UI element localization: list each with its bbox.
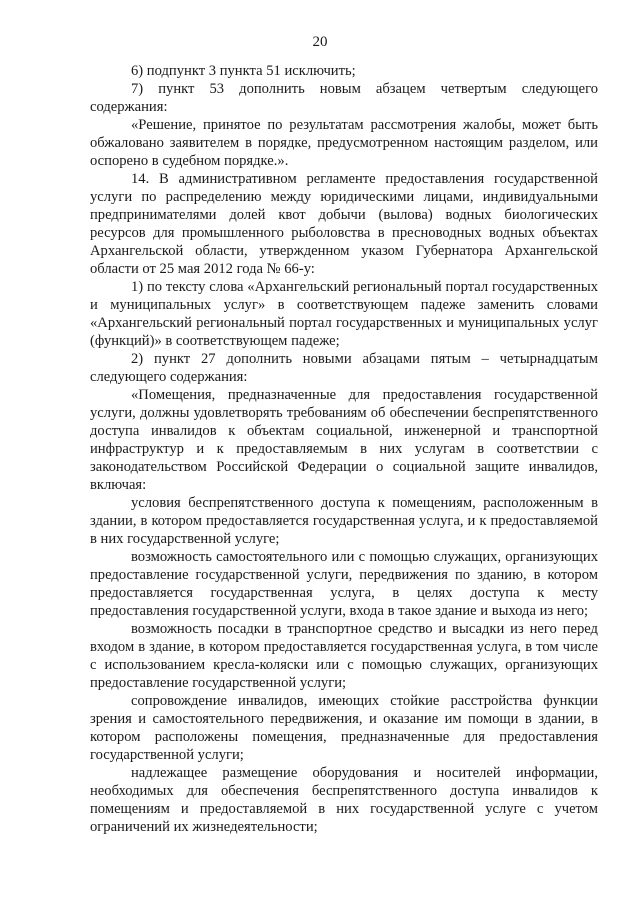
paragraph-subitem-2: 2) пункт 27 дополнить новыми абзацами пятым – четырнадцатым следующего содержания: bbox=[90, 351, 598, 385]
paragraph-item-7: 7) пункт 53 дополнить новым абзацем четвертым следующего содержания: bbox=[90, 81, 598, 115]
document-body bbox=[90, 62, 598, 836]
paragraph-quote-complaint-decision: «Решение, принятое по результатам рассмотрения жалобы, может быть обжаловано заявителем в порядке, предусмотренном настоящим разделом, или оспорено в судебном порядке.». bbox=[90, 117, 598, 169]
paragraph-subitem-1: 1) по тексту слова «Архангельский региональный портал государственных и муниципальных услуг» в соответствующем падеже заменить словами «Архангельский региональный портал государственных и муниципальных услуг (функций)» в соответствующем падеже; bbox=[90, 279, 598, 349]
paragraph-item-6: 6) подпункт 3 пункта 51 исключить; bbox=[131, 63, 356, 79]
paragraph-condition-transport: возможность посадки в транспортное средство и высадки из него перед входом в здание, в котором предоставляется государственная услуга, в том числе с использованием кресла-коляски или с помощью служащих, организующих предоставление государственной услуги; bbox=[90, 621, 598, 691]
paragraph-condition-escort: сопровождение инвалидов, имеющих стойкие расстройства функции зрения и самостоятельного передвижения, и оказание им помощи в здании, в котором расположены помещения, предназначенные для предоставления государственной услуги; bbox=[90, 693, 598, 763]
paragraph-quote-premises: «Помещения, предназначенные для предоставления государственной услуги, должны удовлетворять требованиям об обеспечении беспрепятственного доступа инвалидов к объектам социальной, инженерной и транспортной инфраструктур и к предоставляемым в них услугам в соответствии с законодательством Российской Федерации о социальной защите инвалидов, включая: bbox=[90, 387, 598, 493]
paragraph-condition-access: условия беспрепятственного доступа к помещениям, расположенным в здании, в котором предоставляется государственная услуга, и к предоставляемой в них государственной услуге; bbox=[90, 495, 598, 547]
paragraph-section-14: 14. В административном регламенте предоставления государственной услуги по распределению между юридическими лицами, индивидуальными предпринимателями долей квот добычи (вылова) водных биологических ресурсов для промышленного рыболовства в пресноводных водных объектах Архангельской области, утвержденном указом Губернатора Архангельской области от 25 мая 2012 года № 66-у: bbox=[90, 171, 598, 277]
paragraph-condition-equipment: надлежащее размещение оборудования и носителей информации, необходимых для обеспечения беспрепятственного доступа инвалидов к помещениям и предоставляемой в них государственной услуге с учетом ограничений их жизнедеятельности; bbox=[90, 765, 598, 835]
paragraph-condition-movement: возможность самостоятельного или с помощью служащих, организующих предоставление государственной услуги, передвижения по зданию, в котором предоставляется государственная услуга, в целях доступа к месту предоставления государственной услуги, входа в такое здание и выхода из него; bbox=[90, 549, 598, 619]
page-number: 20 bbox=[312, 34, 328, 50]
